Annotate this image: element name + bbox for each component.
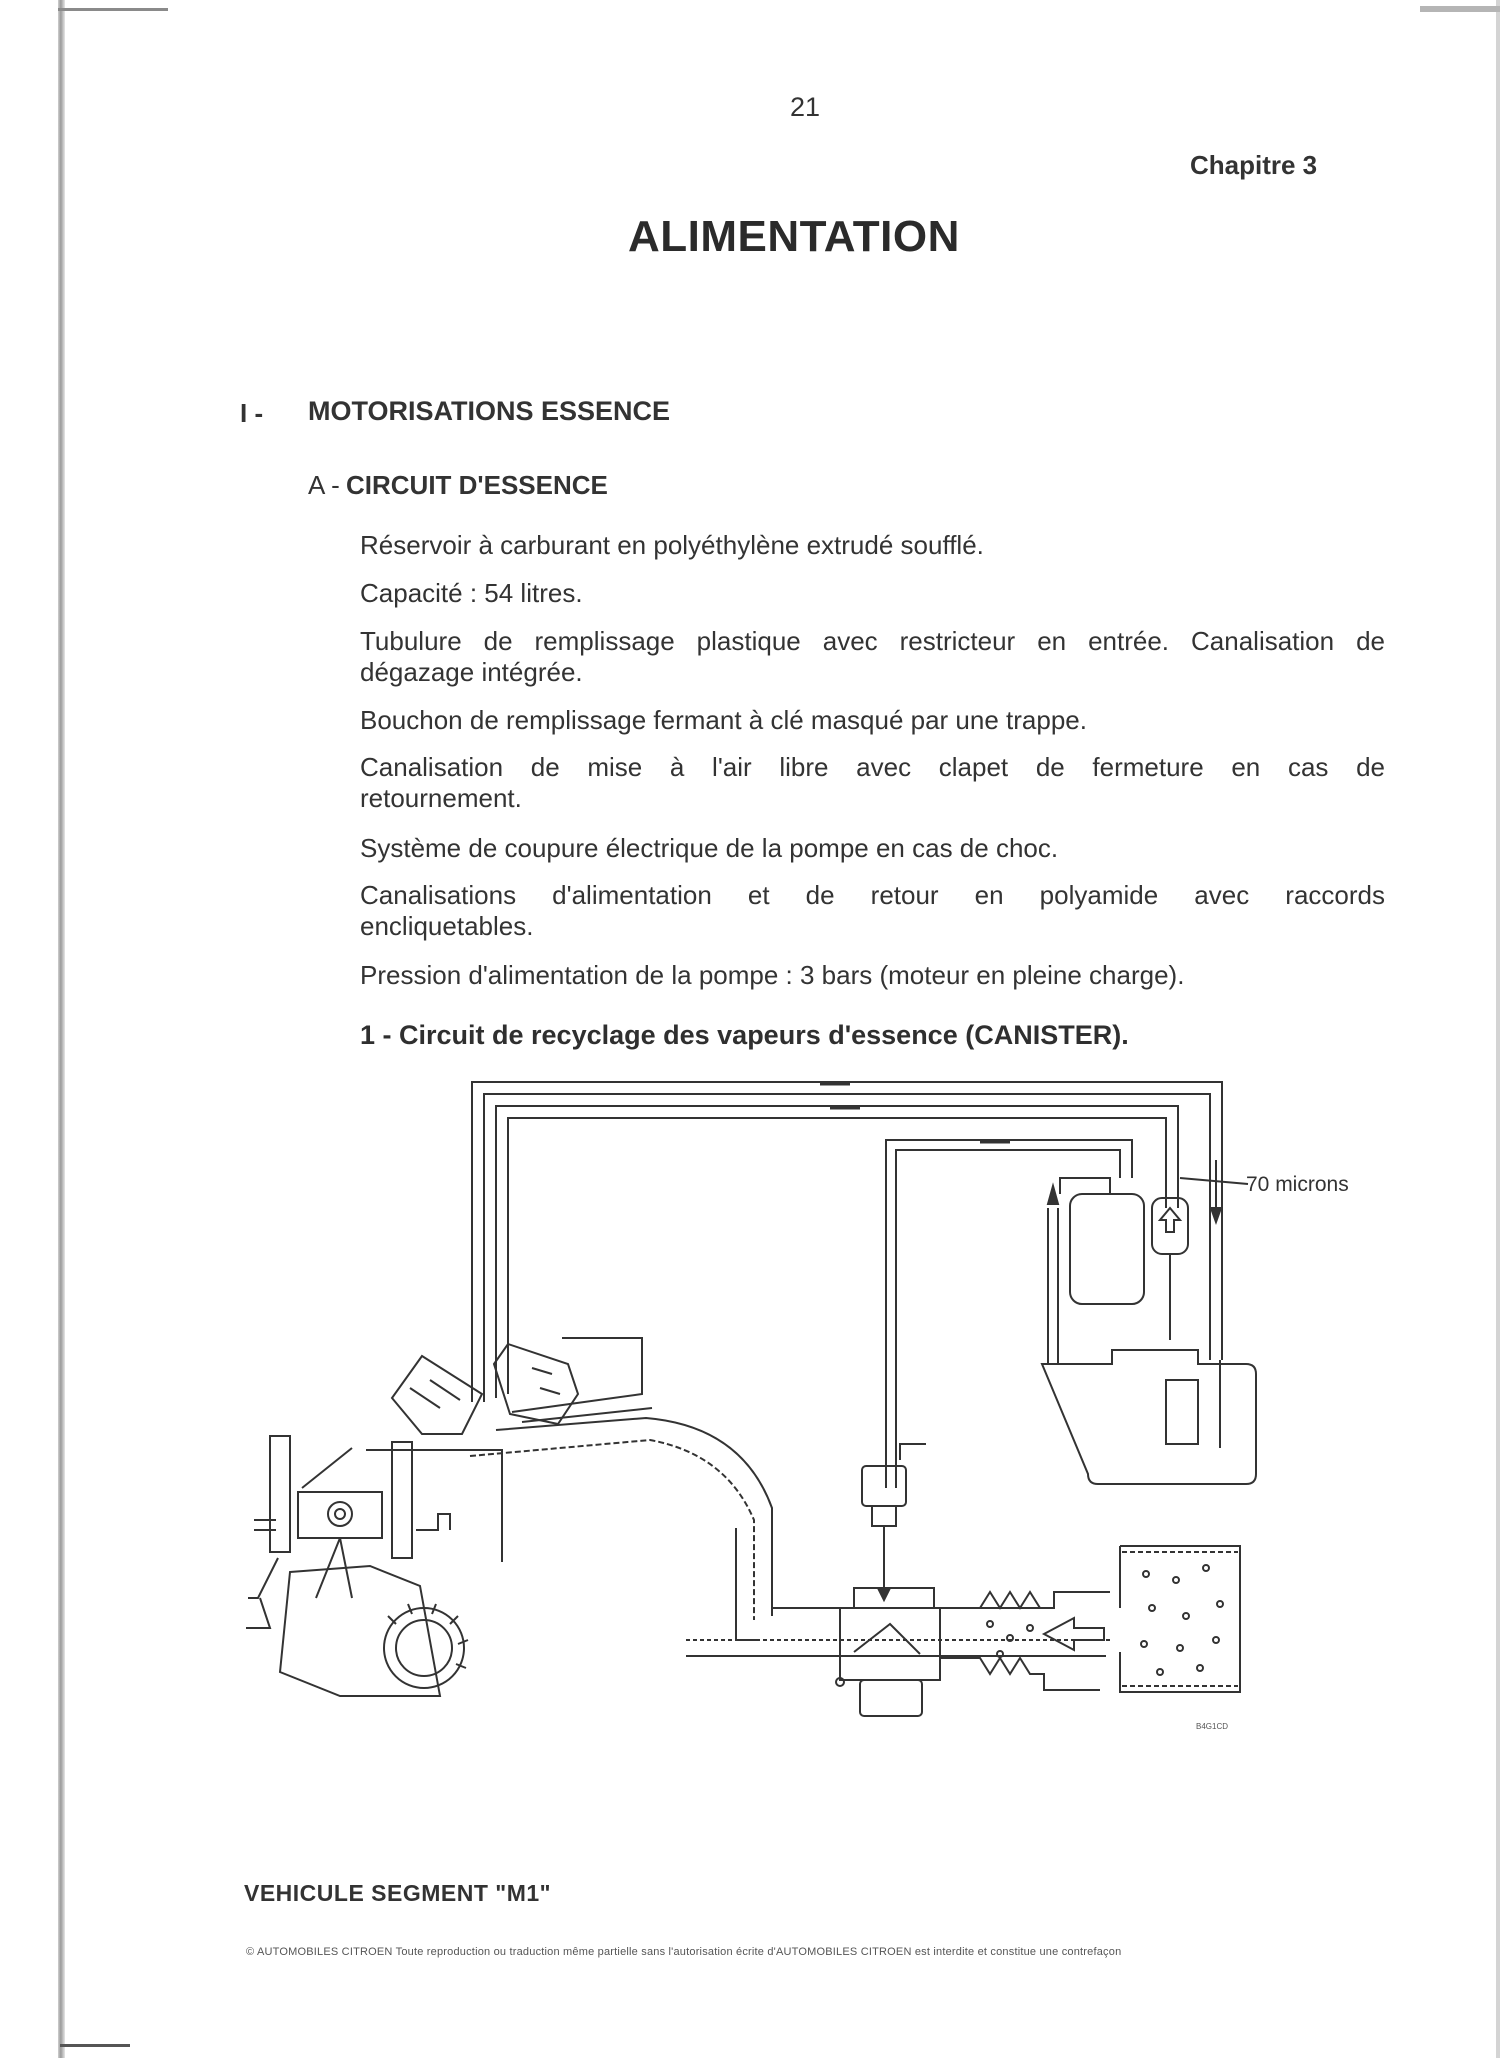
section-number: I - — [240, 398, 264, 428]
paragraph-reservoir: Réservoir à carburant en polyéthylène extrudé soufflé. — [360, 530, 984, 560]
chapter-label: Chapitre 3 — [1190, 150, 1318, 180]
paragraph-canalisations — [360, 880, 1385, 942]
paragraph-mise-air — [360, 752, 1385, 814]
section-title: MOTORISATIONS ESSENCE — [308, 396, 671, 426]
paragraph-line: Canalisations d'alimentation et de retour en polyamide avec raccords — [360, 880, 1385, 910]
injector-assembly — [302, 1338, 652, 1488]
paragraph-pression: Pression d'alimentation de la pompe : 3 bars (moteur en pleine charge). — [360, 960, 1185, 990]
canister-circuit-diagram — [240, 1068, 1260, 1718]
subsection-title: CIRCUIT D'ESSENCE — [346, 470, 608, 500]
scan-top-left-mark — [58, 8, 168, 11]
paragraph-line: Canalisation de mise à l'air libre avec clapet de fermeture en cas de — [360, 752, 1385, 782]
intake-manifold — [366, 1418, 1112, 1656]
paragraph-line: encliquetables. — [360, 911, 534, 941]
scan-right-edge — [1496, 0, 1500, 2058]
figure-reference-code: B4G1CD — [1196, 1722, 1229, 1731]
canister — [1048, 1178, 1144, 1364]
engine-block — [246, 1436, 468, 1696]
paragraph-coupure: Système de coupure électrique de la pompe en cas de choc. — [360, 833, 1059, 863]
footer-vehicle-segment: VEHICULE SEGMENT "M1" — [244, 1880, 552, 1906]
figure-title: 1 - Circuit de recyclage des vapeurs d'essence (CANISTER). — [360, 1020, 1129, 1050]
footer-copyright: © AUTOMOBILES CITROEN Toute reproduction ou traduction même partielle sans l'autorisation écrite d'AUTOMOBILES CITROEN est interdite et constitue une contrefaçon — [246, 1946, 1122, 1958]
scan-left-edge — [58, 0, 65, 2058]
purge-valve — [862, 1444, 926, 1600]
paragraph-line: Tubulure de remplissage plastique avec restricteur en entrée. Canalisation de — [360, 626, 1385, 656]
paragraph-bouchon: Bouchon de remplissage fermant à clé masqué par une trappe. — [360, 705, 1087, 735]
paragraph-tubulure — [360, 626, 1385, 688]
page-number: 21 — [790, 92, 821, 122]
filter-microns-label: 70 microns — [1246, 1173, 1349, 1196]
fuel-tank — [1042, 1350, 1256, 1484]
throttle-body — [836, 1588, 940, 1718]
paragraph-capacite: Capacité : 54 litres. — [360, 578, 583, 608]
air-filter-box — [1120, 1546, 1240, 1692]
paragraph-line: retournement. — [360, 783, 522, 813]
top-lines — [472, 1082, 1222, 1488]
scan-bottom-mark — [60, 2044, 130, 2047]
scan-top-right-mark — [1420, 6, 1500, 12]
paragraph-line: dégazage intégrée. — [360, 657, 583, 687]
subsection-letter: A - — [308, 470, 340, 500]
page-title: ALIMENTATION — [628, 212, 960, 261]
